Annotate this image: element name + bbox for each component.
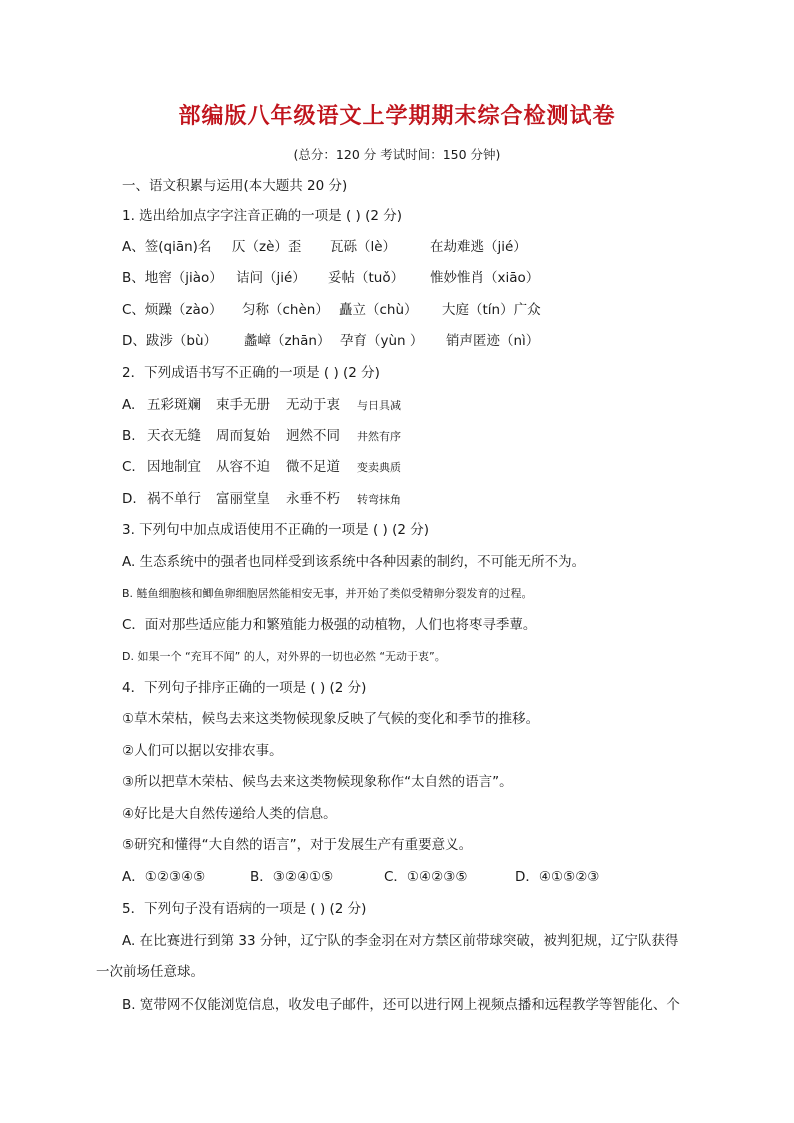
- q1-option-b-1: B、地窖（jiào）: [122, 270, 223, 286]
- q4-answer-b: B．③②④①⑤: [250, 869, 334, 885]
- q1-option-a-1: A、签(qiān)名: [122, 239, 212, 255]
- q4-answer-a: A．①②③④⑤: [122, 869, 206, 885]
- q5-option-b: B. 宽带网不仅能浏览信息，收发电子邮件，还可以进行网上视频点播和远程教学等智能化、个: [122, 997, 680, 1013]
- question-4-stem: 4．下列句子排序正确的一项是 ( ) (2 分): [122, 680, 367, 696]
- q2-option-a-4: 与日具减: [357, 399, 401, 412]
- q2-option-b-2: 周而复始: [216, 428, 270, 444]
- q2-option-d-3: 永垂不朽: [286, 491, 340, 507]
- q4-sentence-4: ④好比是大自然传递给人类的信息。: [122, 806, 337, 822]
- q2-option-a-3: 无动于衷: [286, 397, 340, 413]
- q1-option-c-2: 匀称（chèn）: [242, 302, 329, 318]
- q2-option-d-1: 祸不单行: [147, 491, 201, 507]
- question-5-stem: 5．下列句子没有语病的一项是 ( ) (2 分): [122, 901, 367, 917]
- exam-title: 部编版八年级语文上学期期末综合检测试卷: [178, 103, 616, 129]
- q4-sentence-1: ①草木荣枯，候鸟去来这类物候现象反映了气候的变化和季节的推移。: [122, 711, 540, 727]
- q1-option-d-2: 蠡嶂（zhān）: [244, 333, 331, 349]
- q1-option-a-2: 仄（zè）歪: [232, 239, 302, 255]
- q1-option-b-3: 妥帖（tuǒ）: [328, 270, 405, 286]
- q4-answer-c: C．①④②③⑤: [384, 869, 468, 885]
- q2-option-d-4: 转弯抹角: [357, 493, 401, 506]
- q5-option-a-line2: 一次前场任意球。: [96, 964, 204, 980]
- q4-sentence-5: ⑤研究和懂得“大自然的语言”，对于发展生产有重要意义。: [122, 837, 473, 853]
- q2-option-c-3: 微不足道: [286, 459, 340, 475]
- q1-option-c-3: 矗立（chù）: [339, 302, 418, 318]
- q2-option-b-1: 天衣无缝: [147, 428, 201, 444]
- q1-option-c-1: C、烦躁（zào）: [122, 302, 223, 318]
- q2-option-c-1: 因地制宜: [147, 459, 201, 475]
- q1-option-d-1: D、跋涉（bù）: [122, 333, 218, 349]
- q2-option-b-4: 井然有序: [357, 430, 401, 443]
- q4-sentence-2: ②人们可以据以安排农事。: [122, 743, 283, 759]
- q2-option-b-3: 迥然不同: [286, 428, 340, 444]
- section-heading: 一、语文积累与运用(本大题共 20 分): [122, 178, 348, 194]
- q4-sentence-3: ③所以把草木荣枯、候鸟去来这类物候现象称作“太自然的语言”。: [122, 774, 513, 790]
- q2-option-d-2: 富丽堂皇: [216, 491, 270, 507]
- exam-subtitle: (总分：120 分 考试时间：150 分钟): [293, 147, 501, 162]
- q1-option-d-4: 销声匿迹（nì）: [446, 333, 540, 349]
- q2-option-a-label: A.: [122, 397, 136, 413]
- q3-option-d: D. 如果一个 “充耳不闻” 的人，对外界的一切也必然 “无动于衷”。: [122, 650, 446, 663]
- q3-option-c: C．面对那些适应能力和繁殖能力极强的动植物，人们也将枣寻季蕈。: [122, 617, 537, 633]
- q2-option-c-2: 从容不迫: [216, 459, 270, 475]
- q1-option-b-4: 惟妙惟肖（xiāo）: [430, 270, 540, 286]
- q3-option-a: A. 生态系统中的强者也同样受到该系统中各种因素的制约，不可能无所不为。: [122, 554, 586, 570]
- question-2-stem: 2．下列成语书写不正确的一项是 ( ) (2 分): [122, 365, 380, 381]
- q2-option-b-label: B.: [122, 428, 136, 444]
- q1-option-a-4: 在劫难逃（jié）: [430, 239, 527, 255]
- question-3-stem: 3. 下列句中加点成语使用不正确的一项是 ( ) (2 分): [122, 522, 429, 538]
- q1-option-b-2: 诘问（jié）: [236, 270, 306, 286]
- q1-option-d-3: 孕育（yùn ）: [340, 333, 424, 349]
- q4-answer-d: D．④①⑤②③: [515, 869, 600, 885]
- q2-option-c-4: 变卖典质: [357, 461, 401, 474]
- q5-option-a-line1: A. 在比赛进行到第 33 分钟，辽宁队的李金羽在对方禁区前带球突破，被判犯规，辽宁队获得: [122, 933, 679, 949]
- question-1-stem: 1. 选出给加点字字注音正确的一项是 ( ) (2 分): [122, 208, 402, 224]
- q1-option-c-4: 大庭（tín）广众: [442, 302, 541, 318]
- q2-option-a-1: 五彩斑斓: [147, 397, 201, 413]
- q2-option-a-2: 束手无册: [216, 397, 270, 413]
- q1-option-a-3: 瓦砾（lè）: [330, 239, 397, 255]
- q2-option-c-label: C.: [122, 459, 136, 475]
- q3-option-b: B. 鲢鱼细胞核和鲫鱼卵细胞居然能相安无事，并开始了类似受精卵分裂发育的过程。: [122, 587, 533, 600]
- q2-option-d-label: D.: [122, 491, 137, 507]
